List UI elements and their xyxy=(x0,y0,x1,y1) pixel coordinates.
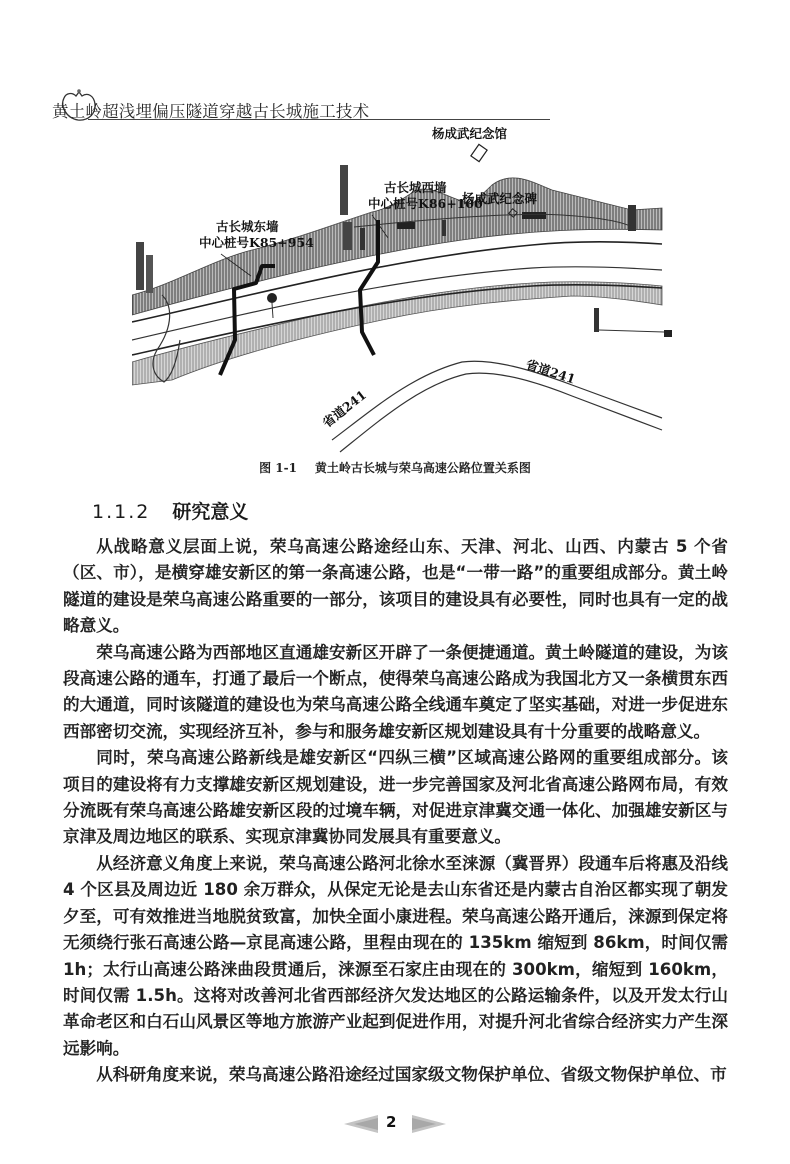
running-head-title: 黄土岭超浅埋偏压隧道穿越古长城施工技术 xyxy=(52,102,370,121)
section-heading xyxy=(92,497,248,524)
paragraph: 荣乌高速公路为西部地区直通雄安新区开辟了一条便捷通道。黄土岭隧道的建设，为该段高速公路的通车，打通了最后一个断点，使得荣乌高速公路成为我国北方又一条横贯东西的大通道，同时该隧道的建设也为荣乌高速公路全线通车奠定了坚实基础，对进一步促进东西部密切交流，实现经济互补，参与和服务雄安新区规划建设具有十分重要的战略意义。 xyxy=(63,642,728,741)
label-monument: 杨成武纪念碑 xyxy=(462,191,538,206)
building xyxy=(397,222,415,229)
paragraph: 从战略意义层面上说，荣乌高速公路途经山东、天津、河北、山西、内蒙古 5 个省（区、市），是横穿雄安新区的第一条高速公路，也是“一带一路”的重要组成部分。黄土岭隧道的建设是荣乌高速公路重要的一部分，该项目的建设具有必要性，同时也具有一定的战略意义。 xyxy=(63,537,728,636)
building xyxy=(360,228,365,250)
building xyxy=(136,242,144,290)
memorial-hall-icon xyxy=(471,144,487,161)
label-east-wall-name: 古长城东墙 xyxy=(216,219,279,234)
building xyxy=(442,220,446,236)
label-road-left: 省道241 xyxy=(319,387,370,431)
building xyxy=(340,165,348,215)
label-memorial-hall: 杨成武纪念馆 xyxy=(432,126,508,141)
provincial-road-241 xyxy=(332,361,662,440)
figure-map xyxy=(132,100,672,455)
figure-caption xyxy=(0,459,790,476)
label-east-wall-station: 中心桩号K85+954 xyxy=(199,235,314,250)
building xyxy=(628,205,636,231)
terrain-lower-slope xyxy=(132,282,662,385)
figure-caption-text: 黄土岭古长城与荣乌高速公路位置关系图 xyxy=(314,461,531,475)
figure-caption-number: 图 1-1 xyxy=(259,461,297,475)
building xyxy=(594,308,599,332)
label-road-right: 省道241 xyxy=(524,356,578,387)
page-number: 2 xyxy=(386,1113,397,1131)
marker-icon xyxy=(267,293,277,303)
location-map xyxy=(132,100,672,455)
building xyxy=(522,212,546,219)
paragraph: 同时，荣乌高速公路新线是雄安新区“四纵三横”区域高速公路网的重要组成部分。该项目的建设将有力支撑雄安新区规划建设，进一步完善国家及河北省高速公路网布局，有效分流既有荣乌高速公路雄安新区段的过境车辆，对促进京津冀交通一体化、加强雄安新区与京津及周边地区的联系、实现京津冀协同发展具有重要意义。 xyxy=(63,748,728,847)
building xyxy=(343,222,352,250)
running-head xyxy=(0,40,560,121)
section-title: 研究意义 xyxy=(172,501,249,523)
section-number: 1.1.2 xyxy=(92,501,151,523)
provincial-road-241-edge xyxy=(340,373,662,452)
page-folio xyxy=(340,1112,450,1136)
label-west-wall-name: 古长城西墙 xyxy=(384,180,447,195)
label-west-wall-station: 中心桩号K86+100 xyxy=(368,196,483,211)
paragraph: 从科研角度来说，荣乌高速公路沿途经过国家级文物保护单位、省级文物保护单位、市 xyxy=(96,1065,727,1085)
building xyxy=(146,255,153,293)
body-text xyxy=(63,534,728,1089)
building xyxy=(664,330,672,337)
paragraph: 从经济意义角度上来说，荣乌高速公路河北徐水至涞源（冀晋界）段通车后将惠及沿线 4 个区县及周边近 180 余万群众，从保定无论是去山东省还是内蒙古自治区都实现了朝发夕至，可有效推进当地脱贫致富，加快全面小康进程。荣乌高速公路开通后，涞源到保定将无须绕行张石高速公路—京昆高速公路，里程由现在的 135km 缩短到 86km，时间仅需 1h；太行山高速公路涞曲段贯通后，涞源至石家庄由现在的 300km，缩短到 160km，时间仅需 1.5h。这将对改善河北省西部经济欠发达地区的公路运输条件，以及开发太行山革命老区和白石山风景区等地方旅游产业起到促进作用，对提升河北省综合经济实力产生深远影响。 xyxy=(63,853,728,1058)
